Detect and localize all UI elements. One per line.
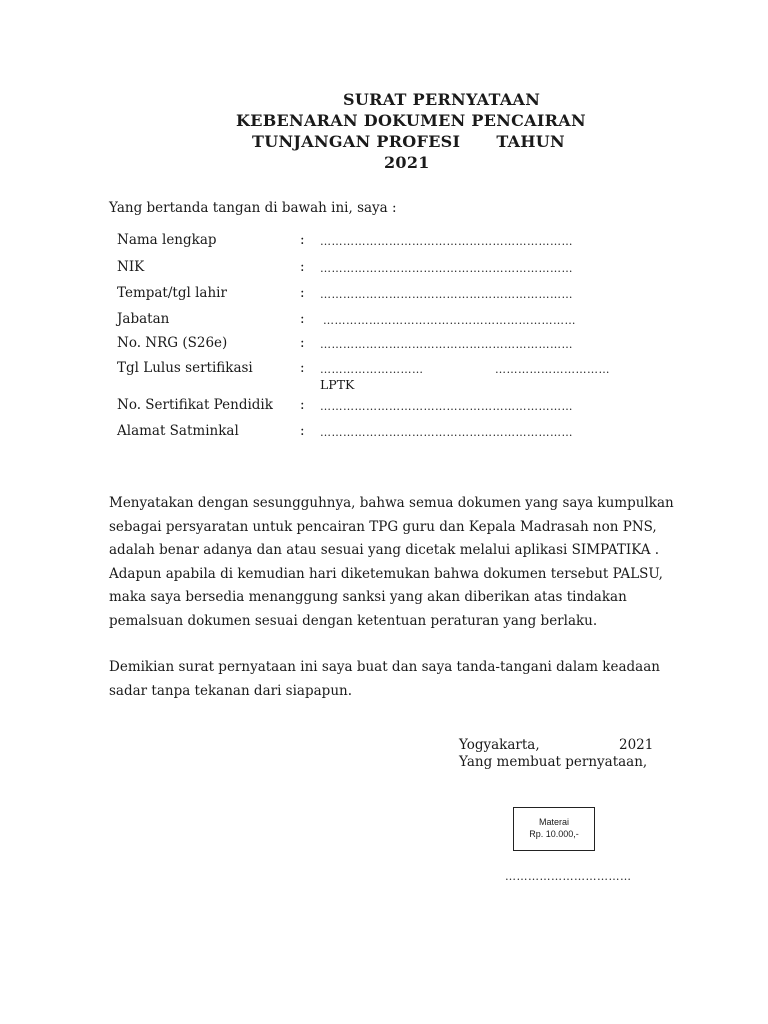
materai-label: Materai — [538, 817, 569, 827]
field-colon: : — [300, 397, 305, 413]
title-line-3-left: TUNJANGAN PROFESI — [252, 132, 461, 151]
field-colon: : — [300, 335, 305, 351]
field-colon: : — [300, 259, 305, 275]
title-year: 2021 — [384, 153, 430, 172]
paragraph-line: pemalsuan dokumen sesuai dengan ketentuan peraturan yang berlaku. — [109, 612, 598, 629]
lptk-label: LPTK — [320, 377, 355, 392]
title-line-2: KEBENARAN DOKUMEN PENCAIRAN — [236, 111, 586, 130]
paragraph-line: maka saya bersedia menanggung sanksi yang akan diberikan atas tindakan — [109, 589, 627, 605]
title-line-3 — [252, 132, 565, 151]
title-line-1: SURAT PERNYATAAN — [343, 90, 541, 109]
field-blank: ………………………………………………………… — [320, 235, 573, 248]
materai-amount: Rp. 10.000,- — [529, 829, 579, 839]
paragraph-line: sadar tanpa tekanan dari siapapun. — [109, 682, 352, 699]
statement-paragraph — [109, 492, 719, 633]
signature-name-blank: …………………………… — [505, 870, 632, 883]
field-colon: : — [300, 311, 305, 327]
field-colon: : — [300, 423, 305, 439]
field-label: Tgl Lulus sertifikasi — [117, 360, 253, 376]
title-line-3-right: TAHUN — [496, 132, 565, 151]
field-label: No. Sertifikat Pendidik — [117, 397, 273, 413]
signature-year: 2021 — [619, 737, 654, 753]
paragraph-line: Demikian surat pernyataan ini saya buat dan saya tanda-tangani dalam keadaan — [109, 659, 660, 675]
paragraph-line: Menyatakan dengan sesungguhnya, bahwa semua dokumen yang saya kumpulkan — [109, 495, 674, 511]
field-label: Alamat Satminkal — [117, 423, 239, 439]
paragraph-line: adalah benar adanya dan atau sesuai yang dicetak melalui aplikasi SIMPATIKA . — [109, 542, 660, 558]
field-blank: ………………………………………………………… — [320, 262, 573, 275]
intro-text: Yang bertanda tangan di bawah ini, saya : — [109, 200, 397, 216]
field-blank: ………………………………………………………… — [323, 314, 576, 327]
closing-paragraph — [109, 656, 719, 703]
materai-stamp-box — [513, 807, 595, 851]
field-blank: ………………………………………………………… — [320, 426, 573, 439]
field-label: No. NRG (S26e) — [117, 335, 228, 351]
field-blank: ………………………………………………………… — [320, 288, 573, 301]
field-blank: ………………………………………………………… — [320, 338, 573, 351]
field-label: Tempat/tgl lahir — [117, 285, 227, 301]
field-colon: : — [300, 232, 305, 248]
signature-maker: Yang membuat pernyataan, — [459, 754, 648, 770]
field-label: Jabatan — [117, 311, 170, 327]
paragraph-line: Adapun apabila di kemudian hari diketemukan bahwa dokumen tersebut PALSU, — [109, 565, 663, 582]
signature-place-date — [459, 737, 659, 753]
field-colon: : — [300, 360, 305, 376]
field-blank-lptk: ………………………… — [495, 363, 610, 376]
field-colon: : — [300, 285, 305, 301]
signature-place: Yogyakarta, — [459, 737, 540, 753]
field-blank: ………………………………………………………… — [320, 400, 573, 413]
field-blank: ……………………… — [320, 363, 424, 376]
field-label: Nama lengkap — [117, 232, 217, 248]
paragraph-line: sebagai persyaratan untuk pencairan TPG guru dan Kepala Madrasah non PNS, — [109, 518, 657, 535]
field-label: NIK — [117, 259, 145, 275]
